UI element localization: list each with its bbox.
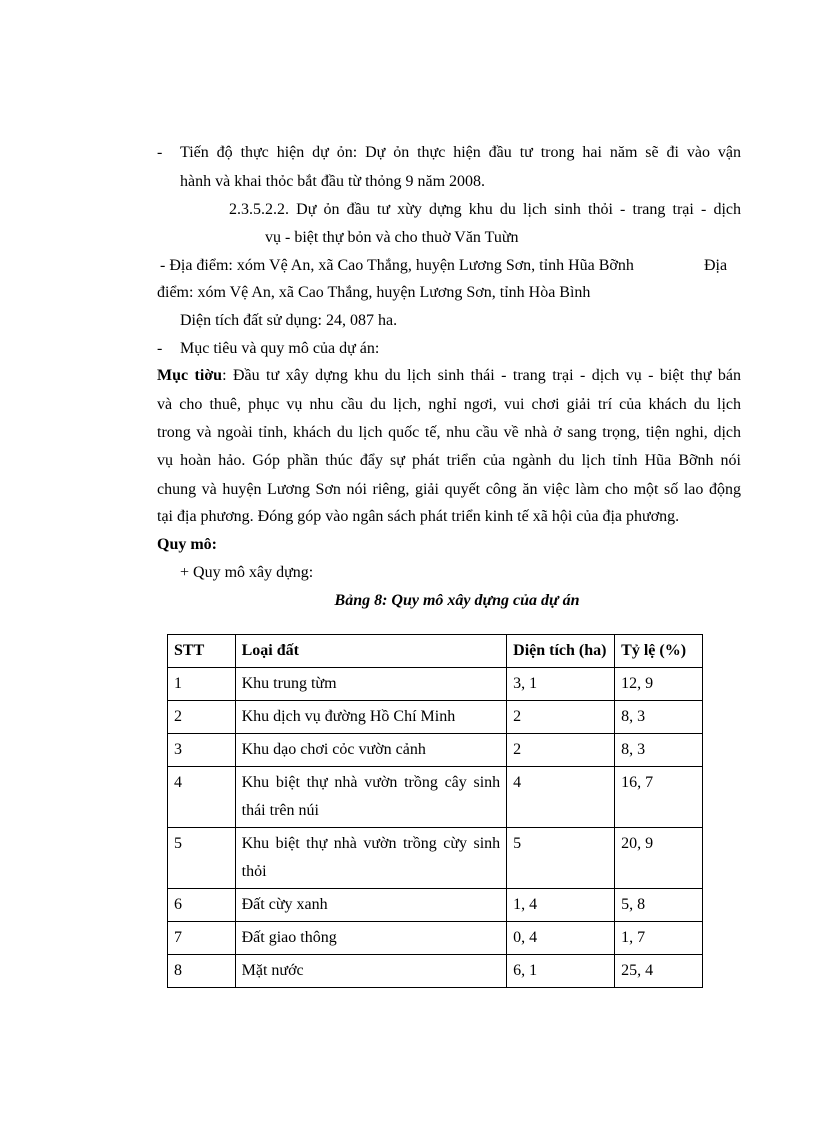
cell-stt: 3: [168, 734, 236, 767]
cell-land-type: Mặt nước: [235, 955, 507, 988]
goals-paragraph-line-4: vụ hoàn hảo. Góp phần thúc đẩy sự phát triển của ngành du lịch tỉnh Hũa Bỡnh nói: [157, 452, 741, 469]
section-heading-line-2: vụ - biệt thự bỏn và cho thuờ Văn Tuừn: [265, 229, 519, 246]
cell-ratio: 1, 7: [615, 922, 703, 955]
cell-stt: 6: [168, 889, 236, 922]
cell-ratio: 8, 3: [615, 734, 703, 767]
location-line-2: điểm: xóm Vệ An, xã Cao Thắng, huyện Lương Sơn, tỉnh Hòa Bình: [157, 284, 591, 301]
land-area-line: Diện tích đất sử dụng: 24, 087 ha.: [180, 312, 398, 329]
location-line-1: - Địa điểm: xóm Vệ An, xã Cao Thắng, huyện Lương Sơn, tỉnh Hũa Bỡnh: [160, 257, 634, 274]
cell-land-type: Khu trung từm: [235, 668, 507, 701]
table-caption: Bảng 8: Quy mô xây dựng của dự án: [334, 592, 580, 609]
table-row: [168, 701, 703, 734]
cell-area: 1, 4: [507, 889, 615, 922]
cell-land-type: Khu biệt thự nhà vườn trồng cừy sinh thỏi: [235, 828, 507, 889]
cell-land-type: Khu biệt thự nhà vườn trồng cây sinh thái trên núi: [235, 767, 507, 828]
table-row: [168, 955, 703, 988]
goals-paragraph-line-3: trong và ngoài tỉnh, khách du lịch quốc tế, nhu cầu về nhà ở sang trọng, tiện nghi, dịch: [157, 424, 741, 441]
cell-ratio: 8, 3: [615, 701, 703, 734]
cell-ratio: 20, 9: [615, 828, 703, 889]
cell-ratio: 16, 7: [615, 767, 703, 828]
goals-paragraph-line-1: Mục tiờu: Đầu tư xây dựng khu du lịch sinh thái - trang trại - dịch vụ - biệt thự bán: [157, 367, 741, 384]
bullet-dash: -: [157, 340, 163, 357]
cell-area: 2: [507, 701, 615, 734]
bullet-dash: -: [157, 144, 163, 161]
cell-stt: 5: [168, 828, 236, 889]
section-heading-line-1: 2.3.5.2.2. Dự ỏn đầu tư xừy dựng khu du lịch sinh thỏi - trang trại - dịch: [229, 201, 741, 218]
construction-scale-table: [167, 634, 703, 988]
cell-ratio: 5, 8: [615, 889, 703, 922]
table-row: [168, 922, 703, 955]
cell-stt: 7: [168, 922, 236, 955]
scale-subheading: + Quy mô xây dựng:: [180, 564, 314, 581]
header-stt: STT: [168, 635, 236, 668]
goals-paragraph-line-6: tại địa phương. Đóng góp vào ngân sách phát triển kinh tế xã hội của địa phương.: [157, 508, 680, 525]
cell-area: 0, 4: [507, 922, 615, 955]
table-row: [168, 767, 703, 828]
cell-land-type: Khu dạo chơi cỏc vườn cảnh: [235, 734, 507, 767]
progress-line-2: hành và khai thỏc bắt đầu từ thỏng 9 năm 2008.: [180, 173, 486, 190]
table-row: [168, 828, 703, 889]
goals-paragraph-line-5: chung và huyện Lương Sơn nói riêng, giải quyết công ăn việc làm cho một số lao động: [157, 481, 741, 498]
cell-ratio: 25, 4: [615, 955, 703, 988]
cell-stt: 8: [168, 955, 236, 988]
scale-heading: Quy mô:: [157, 536, 217, 553]
goals-bullet: Mục tiêu và quy mô của dự án:: [180, 340, 380, 357]
cell-area: 2: [507, 734, 615, 767]
progress-line-1: Tiến độ thực hiện dự ỏn: Dự ỏn thực hiện đầu tư trong hai năm sẽ đi vào vận: [180, 144, 741, 161]
cell-land-type: Khu dịch vụ đường Hồ Chí Minh: [235, 701, 507, 734]
table-row: [168, 668, 703, 701]
table-row: [168, 734, 703, 767]
goals-paragraph-line-2: và cho thuê, phục vụ nhu cầu du lịch, nghỉ ngơi, vui chơi giải trí của khách du lịch: [157, 396, 741, 413]
cell-stt: 2: [168, 701, 236, 734]
cell-land-type: Đất cừy xanh: [235, 889, 507, 922]
cell-area: 5: [507, 828, 615, 889]
cell-ratio: 12, 9: [615, 668, 703, 701]
header-area: Diện tích (ha): [507, 635, 615, 668]
goals-label: Mục tiờu: [157, 367, 223, 384]
table-row: [168, 889, 703, 922]
header-land-type: Loại đất: [235, 635, 507, 668]
cell-stt: 1: [168, 668, 236, 701]
cell-stt: 4: [168, 767, 236, 828]
cell-area: 4: [507, 767, 615, 828]
cell-area: 3, 1: [507, 668, 615, 701]
header-ratio: Tỷ lệ (%): [615, 635, 703, 668]
table-header-row: [168, 635, 703, 668]
location-line-1-tail: Địa: [704, 257, 728, 274]
cell-land-type: Đất giao thông: [235, 922, 507, 955]
cell-area: 6, 1: [507, 955, 615, 988]
